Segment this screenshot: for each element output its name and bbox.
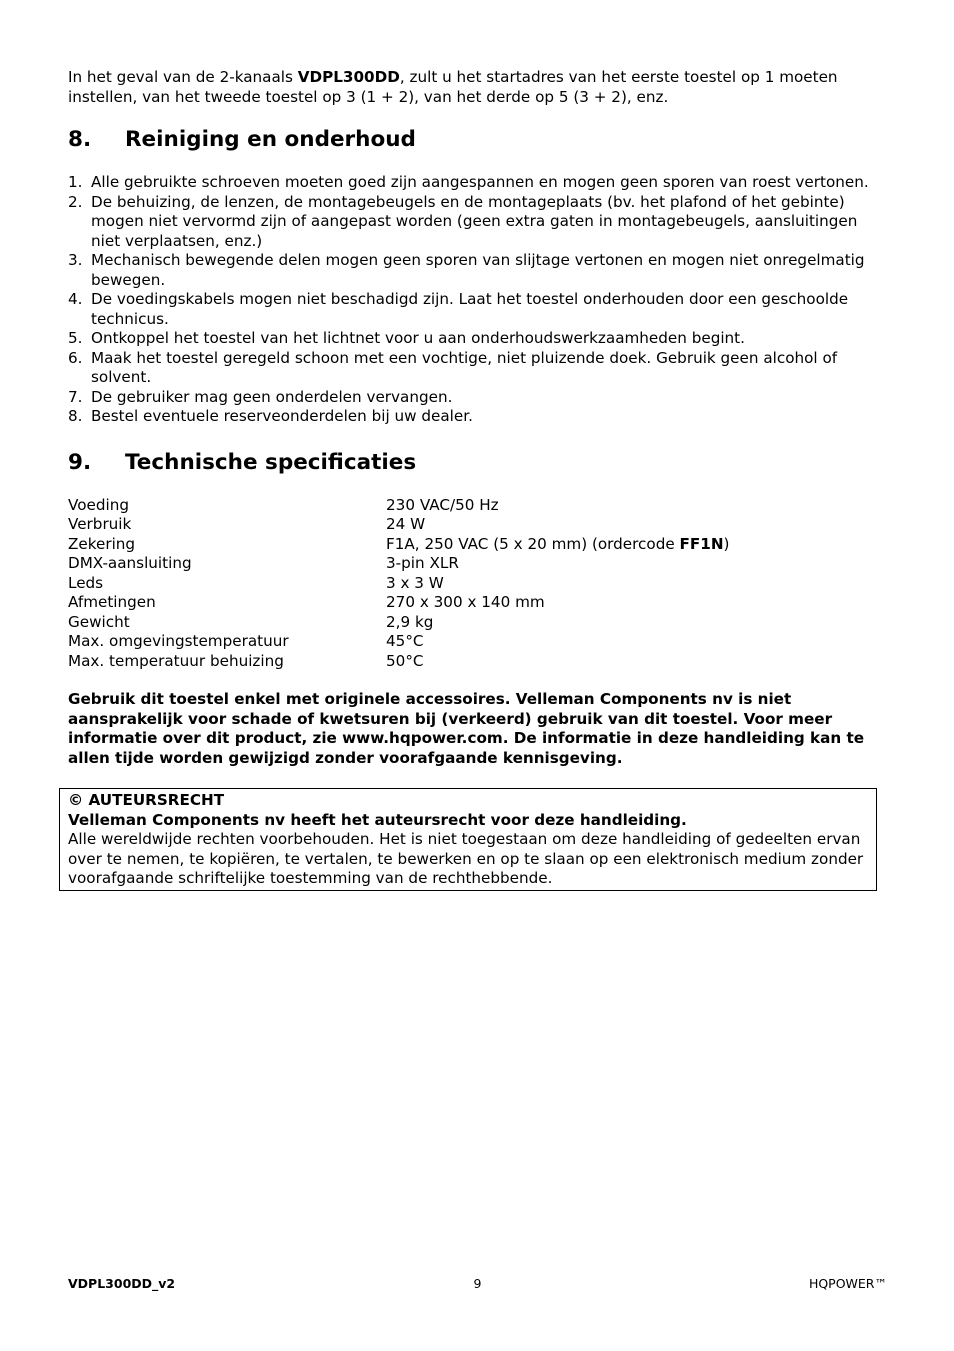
list-item [68, 193, 884, 252]
spec-value: 270 x 300 x 140 mm [386, 593, 545, 611]
spec-row [68, 515, 884, 535]
intro-model: VDPL300DD [297, 68, 400, 86]
list-item [68, 388, 884, 408]
copyright-box [59, 788, 877, 891]
list-item-text: Bestel eventuele reserveonderdelen bij uw dealer. [91, 407, 473, 425]
spec-row [68, 574, 884, 594]
list-item-text: De voedingskabels mogen niet beschadigd zijn. Laat het toestel onderhouden door een geschoolde technicus. [91, 290, 849, 328]
footer-brand: HQPOWER™ [808, 1276, 887, 1291]
list-item-number: 1. [68, 173, 83, 191]
list-item-number: 3. [68, 251, 83, 269]
spec-key: Max. omgevingstemperatuur [68, 632, 289, 650]
maintenance-list [68, 173, 884, 427]
section-9-heading [68, 449, 884, 476]
list-item-text: Alle gebruikte schroeven moeten goed zijn aangespannen en mogen geen sporen van roest vertonen. [91, 173, 869, 191]
section-8-number: 8. [68, 127, 92, 152]
spec-key: DMX-aansluiting [68, 554, 192, 572]
section-8-heading [68, 126, 884, 153]
copyright-heading: © AUTEURSRECHT [68, 791, 225, 809]
spec-key: Verbruik [68, 515, 132, 533]
list-item-number: 5. [68, 329, 83, 347]
footer-page-number: 9 [473, 1276, 482, 1291]
list-item-number: 7. [68, 387, 83, 406]
spec-value [386, 535, 729, 555]
list-item-text: Mechanisch bewegende delen mogen geen sporen van slijtage vertonen en mogen niet onregelmatig bewegen. [91, 251, 865, 289]
spec-key: Leds [68, 573, 104, 592]
intro-text-after: , zult u het startadres van het eerste toestel op 1 moeten instellen, van het tweede toestel op 3 (1 + 2), van het derde op 5 (3 + 2), enz. [68, 68, 838, 106]
list-item-number: 4. [68, 290, 83, 308]
spec-row [68, 535, 884, 555]
list-item [68, 290, 884, 329]
list-item-text: Maak het toestel geregeld schoon met een vochtige, niet pluizende doek. Gebruik geen alcohol of solvent. [91, 348, 838, 386]
spec-value: 24 W [386, 515, 426, 533]
spec-row [68, 613, 884, 633]
page-footer [68, 1276, 887, 1292]
page-content [68, 68, 884, 891]
spec-value: 45°C [386, 632, 424, 650]
list-item-text: De behuizing, de lenzen, de montagebeugels en de montageplaats (bv. het plafond of het gebinte) mogen niet vervormd zijn of aangepast worden (geen extra gaten in montagebeugels, aansluitingen niet verplaatsen, enz.) [91, 192, 858, 250]
list-item-number: 8. [68, 407, 83, 425]
section-8-title: Reiniging en onderhoud [125, 127, 416, 152]
spec-key: Afmetingen [68, 593, 156, 611]
section-9-number: 9. [68, 449, 92, 475]
spec-row [68, 593, 884, 613]
list-item [68, 251, 884, 290]
disclaimer-paragraph: Gebruik dit toestel enkel met originele accessoires. Velleman Components nv is niet aansprakelijk voor schade of kwetsuren bij (verkeerd) gebruik van dit toestel. Voor meer informatie over dit product, zie www.hqpower.com. De informatie in deze handleiding kan te allen tijde worden gewijzigd zonder voorafgaande kennisgeving. [68, 690, 865, 767]
spec-row [68, 554, 884, 574]
list-item [68, 329, 884, 349]
list-item-text: Ontkoppel het toestel van het lichtnet voor u aan onderhoudswerkzaamheden begint. [91, 329, 745, 347]
spec-value: 230 VAC/50 Hz [386, 495, 499, 514]
spec-value: 2,9 kg [386, 612, 434, 631]
list-item-text: De gebruiker mag geen onderdelen vervangen. [91, 387, 453, 406]
spec-value: 3-pin XLR [386, 554, 459, 572]
spec-value-text: F1A, 250 VAC (5 x 20 mm) (ordercode [386, 534, 680, 553]
spec-value-after: ) [723, 534, 730, 553]
section-9-title: Technische specificaties [125, 449, 417, 475]
spec-row [68, 496, 884, 516]
spec-key: Gewicht [68, 612, 130, 631]
spec-table [68, 496, 884, 672]
spec-key: Zekering [68, 534, 136, 553]
spec-value: 50°C [386, 651, 424, 670]
spec-ordercode: FF1N [679, 534, 724, 553]
list-item [68, 349, 884, 388]
spec-key: Max. temperatuur behuizing [68, 651, 284, 670]
intro-paragraph [68, 68, 884, 107]
spec-row [68, 652, 884, 672]
list-item [68, 407, 884, 427]
list-item [68, 173, 884, 193]
intro-text-before: In het geval van de 2-kanaals [68, 68, 298, 86]
spec-key: Voeding [68, 495, 129, 514]
copyright-subheading: Velleman Components nv heeft het auteursrecht voor deze handleiding. [68, 810, 687, 829]
footer-document-code: VDPL300DD_v2 [68, 1276, 176, 1291]
copyright-body: Alle wereldwijde rechten voorbehouden. Het is niet toegestaan om deze handleiding of gedeelten ervan over te nemen, te kopiëren, te vertalen, te bewerken en op te slaan op een elektronisch medium zonder voorafgaande schriftelijke toestemming van de rechthebbende. [68, 830, 864, 887]
list-item-number: 6. [68, 348, 83, 367]
spec-row [68, 632, 884, 652]
spec-value: 3 x 3 W [386, 573, 444, 592]
list-item-number: 2. [68, 192, 83, 211]
